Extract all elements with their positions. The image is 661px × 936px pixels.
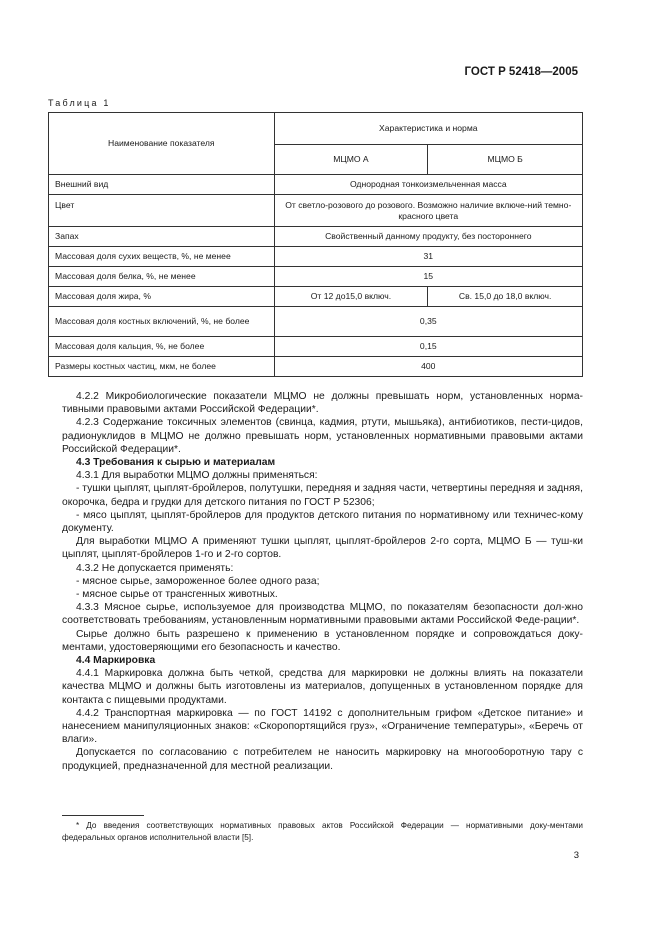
- row-value: Свойственный данному продукту, без постороннего: [274, 227, 582, 247]
- row-value: 15: [274, 267, 582, 287]
- col-header-a: МЦМО А: [274, 145, 428, 175]
- row-value: 0,35: [274, 307, 582, 337]
- page-number: 3: [573, 850, 579, 861]
- list-item: - мясное сырье от трансгенных животных.: [76, 589, 278, 601]
- row-name: Внешний вид: [49, 175, 275, 195]
- footnote-divider: [62, 815, 144, 816]
- table-row: [49, 357, 583, 377]
- table-row: [49, 267, 583, 287]
- col-header-indicator: Наименование показателя: [49, 113, 275, 175]
- section-heading: 4.3 Требования к сырью и материалам: [76, 457, 276, 469]
- paragraph: 4.2.2 Микробиологические показатели МЦМО не должны превышать норм, установленных норма-тивными правовыми актами Российской Федерации*.: [62, 391, 583, 416]
- paragraph: 4.3.3 Мясное сырье, используемое для производства МЦМО, по показателям безопасности дол-жно соответствовать требованиям, установленным нормативными правовыми актами Российской Феде-рации*.: [62, 602, 583, 627]
- footnote: * До введения соответствующих нормативных правовых актов Российской Федерации — нормативными доку-ментами федеральных органов исполнительной власти [5].: [62, 821, 583, 842]
- table-caption: Таблица 1: [48, 98, 111, 108]
- row-name: Массовая доля сухих веществ, %, не менее: [49, 247, 275, 267]
- list-item: - мясное сырье, замороженное более одного раза;: [76, 575, 320, 587]
- table-row: [49, 307, 583, 337]
- row-name: Цвет: [49, 195, 275, 227]
- paragraph: 4.4.2 Транспортная маркировка — по ГОСТ 14192 с дополнительным грифом «Детское питание» и нанесением манипуляционных знаков: «Скоропортящийся груз», «Ограничение температуры», «Беречь от влаги».: [62, 707, 583, 746]
- row-value-b: Св. 15,0 до 18,0 включ.: [428, 287, 583, 307]
- document-header: ГОСТ Р 52418—2005: [464, 66, 578, 78]
- row-value: 0,15: [274, 337, 582, 357]
- paragraph: Допускается по согласованию с потребителем не наносить маркировку на многооборотную тару с продукцией, предназначенной для местной реализации.: [62, 747, 583, 772]
- table-row: [49, 287, 583, 307]
- paragraph: 4.3.1 Для выработки МЦМО должны применяться:: [76, 470, 318, 482]
- row-name: Размеры костных частиц, мкм, не более: [49, 357, 275, 377]
- row-name: Массовая доля белка, %, не менее: [49, 267, 275, 287]
- section-heading: 4.4 Маркировка: [76, 655, 156, 667]
- row-value: От светло-розового до розового. Возможно наличие включе-ний темно-красного цвета: [274, 195, 582, 227]
- row-name: Массовая доля кальция, %, не более: [49, 337, 275, 357]
- row-value: 400: [274, 357, 582, 377]
- paragraph: 4.2.3 Содержание токсичных элементов (свинца, кадмия, ртути, мышьяка), антибиотиков, пести-цидов, радионуклидов в МЦМО не должно превышать норм, установленных нормативными правовыми актами Российской Федерации*.: [62, 417, 583, 455]
- table-row: [49, 195, 583, 227]
- col-header-group: Характеристика и норма: [274, 113, 582, 145]
- row-value: 31: [274, 247, 582, 267]
- paragraph: Для выработки МЦМО А применяют тушки цыплят, цыплят-бройлеров 2-го сорта, МЦМО Б — туш-ки цыплят, цыплят-бройлеров 1-го и 2-го сортов.: [62, 536, 583, 561]
- row-name: Массовая доля костных включений, %, не более: [49, 307, 275, 337]
- body-text: [62, 390, 583, 773]
- row-value: Однородная тонкоизмельченная масса: [274, 175, 582, 195]
- paragraph: 4.3.2 Не допускается применять:: [76, 562, 234, 574]
- list-item: - мясо цыплят, цыплят-бройлеров для продуктов детского питания по нормативному или техничес-кому документу.: [62, 509, 583, 535]
- table-row: [49, 247, 583, 267]
- row-name: Массовая доля жира, %: [49, 287, 275, 307]
- paragraph: Сырье должно быть разрешено к применению в установленном порядке и сопровождаться доку-ментами, удостоверяющими его безопасность и качество.: [62, 628, 583, 653]
- table-row: [49, 337, 583, 357]
- col-header-b: МЦМО Б: [428, 145, 583, 175]
- row-name: Запах: [49, 227, 275, 247]
- paragraph: 4.4.1 Маркировка должна быть четкой, средства для маркировки не должны влиять на показатели качества МЦМО и должны быть изготовлены из материалов, допущенных в установленном порядке для контакта с пищевыми продуктами.: [62, 668, 583, 706]
- row-value-a: От 12 до15,0 включ.: [274, 287, 428, 307]
- table-row: [49, 227, 583, 247]
- indicators-table: [48, 112, 583, 377]
- table-row: [49, 175, 583, 195]
- list-item: - тушки цыплят, цыплят-бройлеров, полутушки, передняя и задняя части, четвертины передняя и задняя, окорочка, бедра и грудки для детского питания по ГОСТ Р 52306;: [62, 483, 583, 508]
